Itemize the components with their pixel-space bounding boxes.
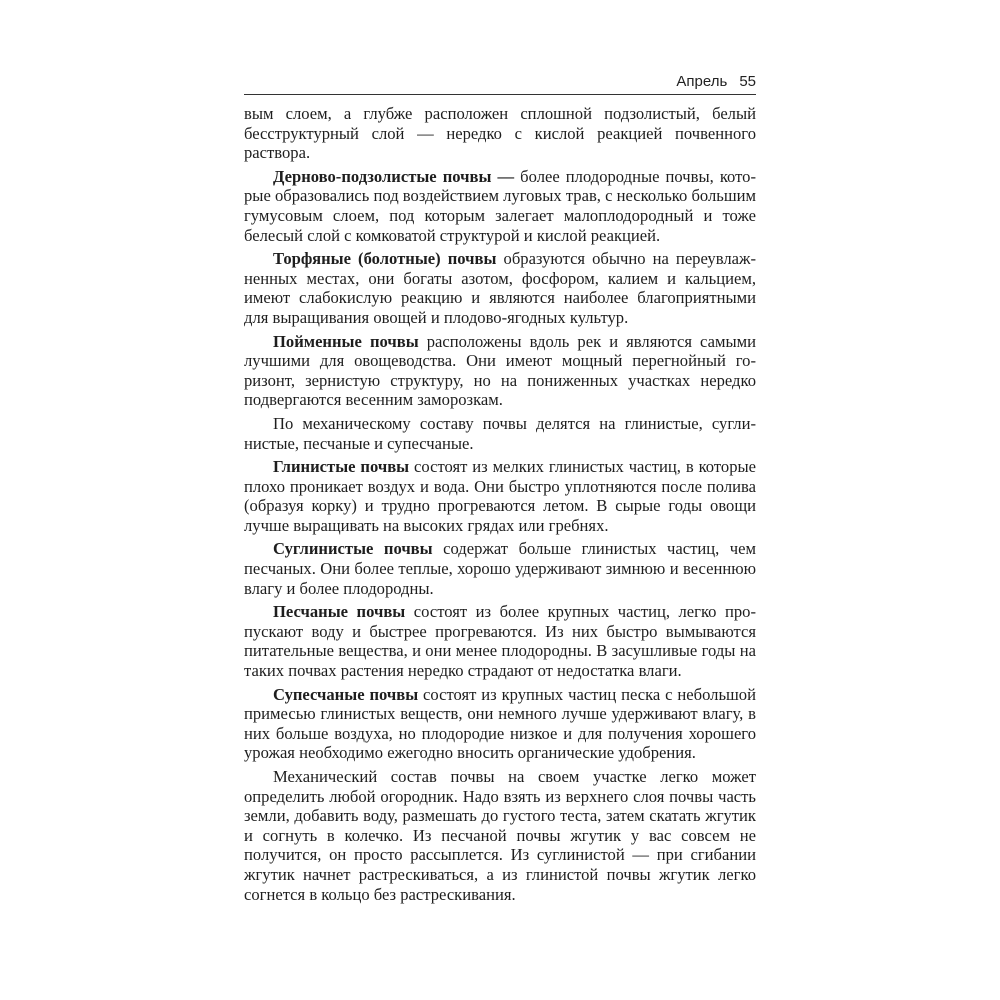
- paragraph-text: более плодородные почвы, которые образовались под воздействием луговых трав, с несколько большим гумусовым слоем, под которым залегает малоплодородный и тоже белесый слой с комковатой структурой и кислой реакцией.: [244, 166, 756, 245]
- paragraph-term: Торфяные (болотные) почвы: [273, 249, 497, 269]
- header-rule: [244, 94, 756, 95]
- body-text: [244, 104, 756, 908]
- paragraph-peat: [244, 249, 756, 327]
- paragraph-term: Глинистые почвы: [273, 457, 410, 477]
- paragraph-text: содержат больше глинистых частиц, чем песчаных. Они более теплые, хорошо удерживают зимнюю и весеннюю влагу и более плодородны.: [244, 539, 756, 598]
- paragraph-term: Суглинистые почвы: [273, 539, 433, 559]
- paragraph-sod-podzolic: [244, 167, 756, 245]
- paragraph-text: состоят из крупных частиц песка с небольшой примесью глинистых веществ, они немного лучше удерживают влагу, в них больше воздуха, но плодородие низкое и для получения хорошего урожая необходимо ежегодно вносить органические удобрения.: [244, 684, 756, 763]
- paragraph-text: По механическому составу почвы делятся на глинистые, суглинистые, песчаные и супесчаные.: [244, 413, 756, 453]
- paragraph-sandy: [244, 602, 756, 680]
- paragraph-clay: [244, 457, 756, 535]
- paragraph-floodplain: [244, 332, 756, 410]
- section-title: Апрель: [676, 73, 728, 90]
- paragraph-text: вым слоем, а глубже расположен сплошной подзолистый, белый бесструктурный слой — нередко с кислой реакцией почвенного раствора.: [244, 104, 756, 163]
- paragraph-soil-test: [244, 767, 756, 904]
- paragraph-term: Супесчаные почвы: [273, 684, 419, 704]
- paragraph-text: Механический состав почвы на своем участке легко может определить любой огородник. Надо взять из верхнего слоя почвы часть земли, добавить воду, размешать до густого теста, затем скатать жгутик и согнуть в колечко. Из песчаной почвы жгутик у вас совсем не получится, он просто рассыплется. Из суглинистой — при сгибании жгутик начнет растрескиваться, а из глинистой почвы жгутик легко согнется в кольцо без растрескивания.: [244, 767, 756, 904]
- paragraph-mechanical-composition: [244, 414, 756, 453]
- paragraph-sandy-loam: [244, 685, 756, 763]
- paragraph-term: Пойменные почвы: [273, 331, 419, 351]
- paragraph-loam: [244, 539, 756, 598]
- paragraph-term: Песчаные почвы: [273, 602, 406, 622]
- paragraph-continuation: [244, 104, 756, 163]
- paragraph-term: Дерново-подзолистые почвы —: [273, 166, 515, 186]
- paragraph-text: состоят из мелких глинистых частиц, в которые плохо проникает воздух и вода. Они быстро уплотняются после полива (образуя корку) и трудно прогреваются летом. В сырые годы овощи лучше выращивать на высоких грядах или гребнях.: [244, 457, 757, 535]
- paragraph-text: расположены вдоль рек и являются самыми лучшими для овощеводства. Они имеют мощный перегнойный горизонт, зернистую структуру, но на пониженных участках нередко подвергаются весенним заморозкам.: [244, 331, 756, 410]
- paragraph-text: образуются обычно на переувлажненных местах, они богаты азотом, фосфором, калием и кальцием, имеют слабокислую реакцию и являются наиболее благоприятными для выращивания овощей и плодово-ягодных культур.: [244, 249, 756, 327]
- paragraph-text: состоят из более крупных частиц, легко пропускают воду и быстрее прогреваются. Из них быстро вымываются питательные вещества, и они менее плодородны. В засушливые годы на таких почвах растения нередко страдают от недостатка влаги.: [244, 602, 756, 681]
- page-number: 55: [739, 73, 756, 90]
- running-header: [244, 72, 756, 92]
